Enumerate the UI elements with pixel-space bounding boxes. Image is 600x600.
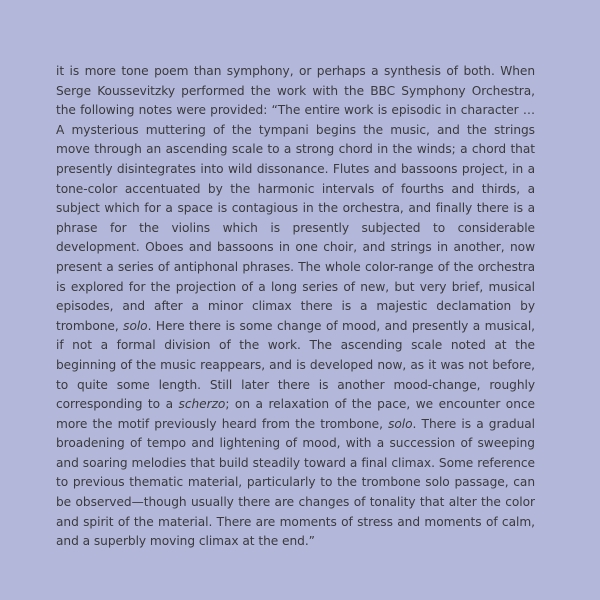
italic-solo-1: solo bbox=[123, 318, 148, 333]
body-paragraph bbox=[56, 62, 535, 552]
text-run-2: . Here there is some change of mood, and presently a musical, if not a formal division of the work. The ascending scale noted at the beginning of the music reappears, and is developed now, as it was not before, to quite some length. Still later there is another mood-change, roughly corresponding to a bbox=[56, 318, 536, 412]
italic-scherzo: scherzo bbox=[178, 397, 226, 412]
text-run-1: it is more tone poem than symphony, or perhaps a synthesis of both. When Serge Koussevitzky performed the work with the BBC Symphony Orchestra, the following notes were provided: “The entire work is episodic in character …A mysterious muttering of the tympani begins the music, and the strings move through an ascending scale to a strong chord in the winds; a chord that presently disintegrates into wild dissonance. Flutes and bassoons project, in a tone-color accentuated by the harmonic intervals of fourths and thirds, a subject which for a space is contagious in the orchestra, and finally there is a phrase for the violins which is presently subjected to considerable development. Oboes and bassoons in one choir, and strings in another, now present a series of antiphonal phrases. The whole color-range of the orchestra is explored for the projection of a long series of new, but very brief, musical episodes, and after a minor climax there is a majestic declamation by trombone, bbox=[56, 64, 535, 333]
italic-solo-2: solo bbox=[388, 416, 413, 431]
text-run-4: . There is a gradual broadening of tempo and lightening of mood, with a succession of sweeping and soaring melodies that build steadily toward a final climax. Some reference to previous thematic material, particularly to the trombone solo passage, can be observed—though usually there are changes of tonality that alter the color and spirit of the material. There are moments of stress and moments of calm, and a superbly moving climax at the end.” bbox=[56, 416, 535, 549]
text-run-3: ; on a relaxation of the pace, we encounter once more the motif previously heard from the trombone, bbox=[56, 397, 535, 431]
